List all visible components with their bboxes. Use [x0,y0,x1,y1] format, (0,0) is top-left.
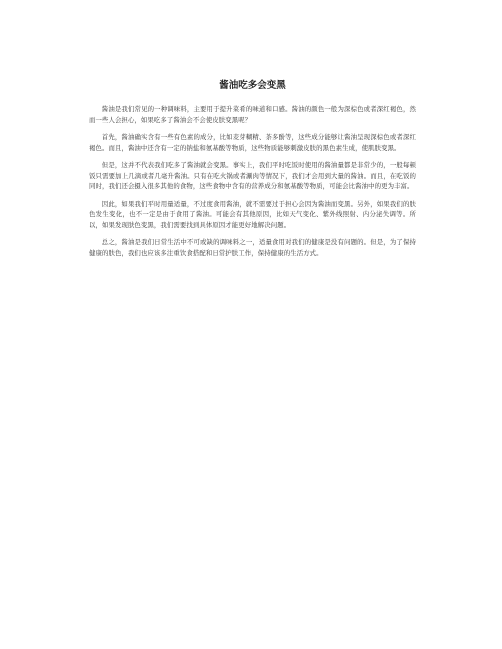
document-title: 酱油吃多会变黑 [219,80,286,91]
paragraph-usage-amount: 但是，这并不代表我们吃多了酱油就会变黑。事实上，我们平时吃饭时使用的酱油量都是非常少的，一般每顿饭只需要加上几滴或者几毫升酱油。只有在吃火锅或者涮肉等情况下，我们才会用到大量的酱油。而且，在吃饭的同时，我们还会摄入很多其他的食物，这些食物中含有的营养成分和氨基酸等物质，可能会比酱油中的更为丰富。 [89,161,416,190]
paragraph-intro: 酱油是我们常见的一种调味料，主要用于提升菜肴的味道和口感。酱油的颜色一般为深棕色或者深红褐色，然而一些人会担心，如果吃多了酱油会不会使皮肤变黑呢？ [89,105,416,124]
paragraph-conclusion: 总之，酱油是我们日常生活中不可或缺的调味料之一，适量食用对我们的健康是没有问题的。但是，为了保持健康的肤色，我们也应该多注重饮食搭配和日常护肤工作，保持健康的生活方式。 [89,238,416,257]
paragraph-pigments: 首先，酱油确实含有一些有色素的成分，比如麦芽糊精、茶多酚等，这些成分能够让酱油呈现深棕色或者深红褐色。而且，酱油中还含有一定的钠盐和氨基酸等物质，这些物质能够刺激皮肤的黑色素生成，使肌肤变黑。 [89,133,416,152]
paragraph-other-causes: 因此，如果我们平时用量适量，不过度食用酱油，就不需要过于担心会因为酱油而变黑。另外，如果我们的肤色发生变化，也不一定是由于食用了酱油。可能会有其他原因，比如天气变化、紫外线照射、内分泌失调等。所以，如果发现肤色变黑，我们需要找到具体原因才能更好地解决问题。 [89,199,416,229]
